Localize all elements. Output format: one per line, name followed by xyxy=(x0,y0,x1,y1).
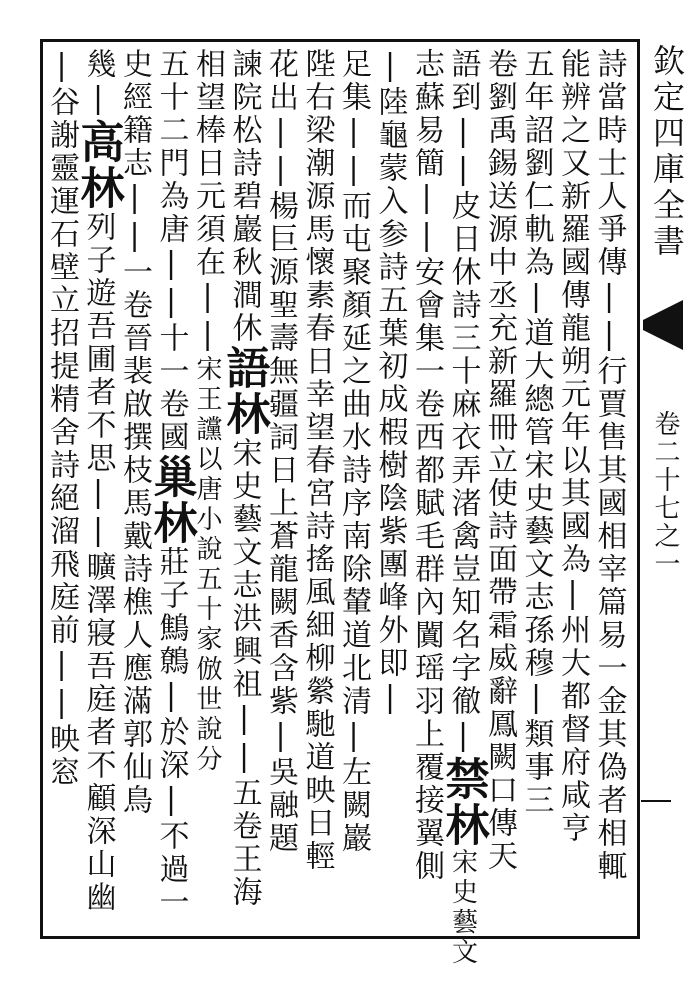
text-column xyxy=(218,48,270,932)
text-column xyxy=(300,48,334,932)
margin-tick xyxy=(641,800,671,802)
text-column xyxy=(263,48,297,932)
text-column xyxy=(409,48,443,932)
text-run: 諫院松詩碧巖秋澗休 xyxy=(226,48,262,345)
text-column xyxy=(519,48,553,932)
text-run: 列子遊吾圃者不思||曠澤寢吾庭者不顧深山幽 xyxy=(80,211,116,914)
text-column xyxy=(72,48,124,932)
text-column xyxy=(44,48,78,932)
text-column xyxy=(145,48,197,932)
entry-heading: 巢林 xyxy=(145,454,197,546)
text-column xyxy=(373,48,407,932)
text-run: 相望棒日元須在|| xyxy=(190,48,225,355)
text-run: 幾| xyxy=(80,48,116,119)
entry-heading: 禁林 xyxy=(437,756,489,848)
chapter-label: 卷二十七之一 xyxy=(650,410,680,578)
text-run: 卷劉禹錫送源中丞充新羅冊立使詩面帶霜威辭鳳闕口傳天 xyxy=(482,48,517,873)
text-run: 花出||楊巨源聖壽無疆詞日上蒼龍闕香含紫|吳融題 xyxy=(263,48,298,855)
text-run: 宋王讜以唐小說五十家倣世說分 xyxy=(192,355,222,775)
text-run: 枝馬戴詩樵人應滿郭仙鳥 xyxy=(117,454,152,817)
text-run: 詩當時士人爭傳||行賈售其國相宰篇易一金其偽者相輒 xyxy=(591,48,627,883)
text-run: 足集||而屯聚顏延之曲水詩序南除輦道北清|左闕巖 xyxy=(336,48,371,855)
text-run: 陛右梁潮源馬懷素春日幸望春宮詩搖風細柳縈馳道映日輕 xyxy=(299,48,335,873)
text-column xyxy=(555,48,589,932)
text-run: 語到||皮日休詩三十麻衣弄渚禽豈知名字徹| xyxy=(445,48,481,756)
text-run: | xyxy=(44,48,79,86)
text-run: 谷謝靈運石壁立招提精舍詩絕溜飛庭前||映窓 xyxy=(44,86,79,789)
text-run: 史經籍志||一卷晉裴啟撰 xyxy=(117,48,152,454)
text-run: |陸龜蒙入参詩五葉初成椵樹陰紫團峰外即| xyxy=(372,48,408,718)
text-run: 宋史藝文志洪興祖||五卷王海 xyxy=(226,437,262,909)
text-run: 莊子鷦鷯|於深|不過一 xyxy=(153,546,189,919)
text-run: 五十二門為唐||十一卷國 xyxy=(153,48,189,454)
text-column xyxy=(437,48,489,968)
text-run: 能辨之又新羅國傳龍朔元年以其國為|州大都督府咸亨 xyxy=(555,48,590,845)
entry-heading: 語林 xyxy=(218,345,270,437)
text-run: 宋史藝文 xyxy=(447,848,478,968)
entry-heading: 高林 xyxy=(72,119,124,211)
text-column xyxy=(592,48,626,932)
text-run: 五年詔劉仁軌為|道大總管宋史藝文志孫穆|類事三 xyxy=(518,48,554,817)
text-column xyxy=(336,48,370,932)
book-title: 欽定四庫全書 xyxy=(648,44,686,260)
text-run: 志蘇易簡||安會集一卷西都賦毛群內闐瑶羽上覆接翼側 xyxy=(409,48,444,883)
fishtail-mark-icon xyxy=(643,300,683,350)
